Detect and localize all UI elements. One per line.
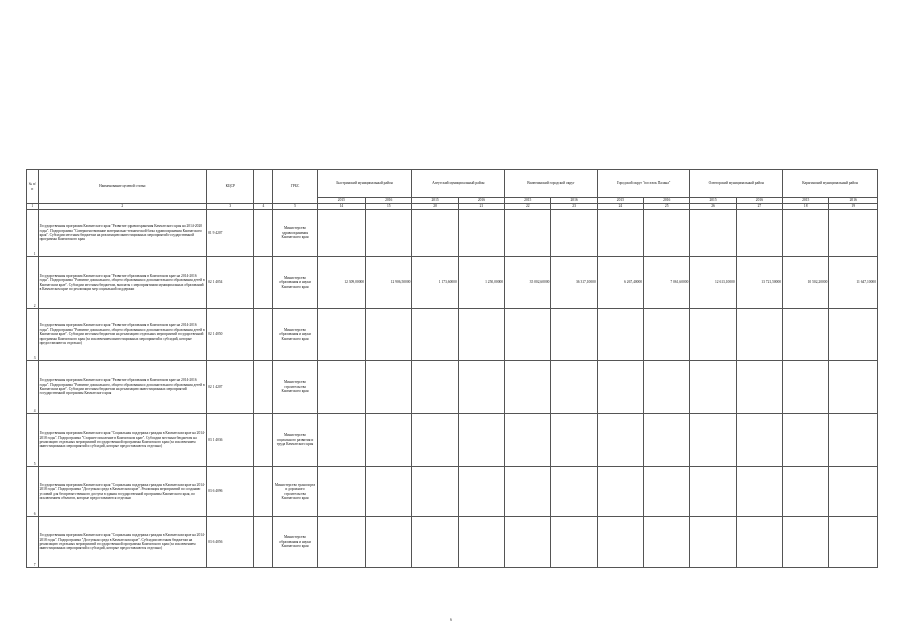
row-value (317, 414, 365, 467)
row-value: 7 061,60000 (644, 257, 690, 309)
row-value (644, 467, 690, 517)
row-spacer (254, 517, 273, 568)
row-value (783, 414, 829, 467)
column-number: 1 (27, 204, 39, 210)
table-row (27, 309, 878, 361)
row-name: Государственная программа Камчатского края "Развитие образования в Камчатском крае на 2014-2016 годы". Подпрограмма "Развитие дошкольного, общего образования и дополнительного образования детей в Камчатском крае". Субсидии местным бюджетам, выплаты с мероприятиями муниципальных образований в Камчатском крае по реализации мер социальной поддержки (38, 257, 207, 309)
column-number: 25 (644, 204, 690, 210)
row-value (597, 517, 643, 568)
column-number: 26 (690, 204, 736, 210)
row-value (505, 309, 551, 361)
row-number: 1 (27, 210, 39, 257)
row-spacer (254, 414, 273, 467)
row-value (597, 210, 643, 257)
row-value (736, 210, 782, 257)
row-value (690, 517, 736, 568)
row-kcsr: 02 1 4054 (207, 257, 254, 309)
row-number: 2 (27, 257, 39, 309)
row-value (551, 309, 597, 361)
row-value (366, 210, 412, 257)
row-value: 11 647,10000 (829, 257, 878, 309)
row-value: 13 721,50000 (736, 257, 782, 309)
row-value (829, 210, 878, 257)
row-value (366, 361, 412, 414)
row-value (597, 467, 643, 517)
column-number: 18 (783, 204, 829, 210)
row-grbs: Министерство социального развития и труда Камчатского края (273, 414, 317, 467)
row-grbs: Министерство образования и науки Камчатского края (273, 309, 317, 361)
header-spacer (254, 170, 273, 204)
row-value (783, 309, 829, 361)
row-value (736, 467, 782, 517)
row-value (412, 210, 458, 257)
row-spacer (254, 467, 273, 517)
row-value (505, 467, 551, 517)
row-value (783, 361, 829, 414)
row-kcsr: 02 1 4207 (207, 361, 254, 414)
row-value (736, 361, 782, 414)
column-number: 27 (736, 204, 782, 210)
header-group: Алеутский муниципальный район (412, 170, 505, 198)
row-value (505, 517, 551, 568)
row-value (644, 210, 690, 257)
column-number: 5 (273, 204, 317, 210)
header-number: № п/п (27, 170, 39, 204)
row-value (317, 517, 365, 568)
header-group: Карагинский муниципальный район (783, 170, 878, 198)
table-row (27, 210, 878, 257)
row-value (366, 517, 412, 568)
row-value (458, 414, 504, 467)
row-value (317, 309, 365, 361)
row-name: Государственная программа Камчатского края "Социальная поддержка граждан в Камчатском крае на 2014-2018 годы". Подпрограмма "Старшее поколение в Камчатском крае". Субсидии местным бюджетам на реализацию отдельных мероприятий государственной программы Камчатского края (за исключением инвестиционных мероприятий и субсидий, которые предоставляются отдельно) (38, 414, 207, 467)
header-year: 2016 (829, 198, 878, 204)
page-number: 6 (450, 617, 452, 622)
row-kcsr: 03 6 4056 (207, 517, 254, 568)
row-value (458, 517, 504, 568)
column-number: 22 (505, 204, 551, 210)
row-value (829, 414, 878, 467)
row-value (412, 414, 458, 467)
header-year: 2016 (736, 198, 782, 204)
row-grbs: Министерство образования и науки Камчатского края (273, 517, 317, 568)
row-value: 35 002,60000 (505, 257, 551, 309)
row-value (783, 517, 829, 568)
table-row (27, 517, 878, 568)
row-value (829, 309, 878, 361)
row-value (317, 210, 365, 257)
row-value (736, 309, 782, 361)
column-number: 15 (366, 204, 412, 210)
header-year: 2016 (366, 198, 412, 204)
row-value (366, 414, 412, 467)
header-year: 2015 (317, 198, 365, 204)
row-value (366, 309, 412, 361)
header-group: Быстринский муниципальный район (317, 170, 412, 198)
row-value (458, 467, 504, 517)
row-value: 12 906,50000 (366, 257, 412, 309)
row-value (597, 309, 643, 361)
table-row (27, 361, 878, 414)
row-value (551, 467, 597, 517)
row-grbs: Министерство транспорта и дорожного строительства Камчатского края (273, 467, 317, 517)
row-value (458, 210, 504, 257)
column-number: 20 (412, 204, 458, 210)
header-year: 2015 (505, 198, 551, 204)
row-value: 1 250,00000 (458, 257, 504, 309)
table-row (27, 257, 878, 309)
header-kcsr: КЦСР (207, 170, 254, 204)
header-name: Наименование целевой статьи (38, 170, 207, 204)
header-year: 2016 (458, 198, 504, 204)
row-value (505, 414, 551, 467)
row-number: 5 (27, 414, 39, 467)
column-number: 3 (207, 204, 254, 210)
row-value (412, 309, 458, 361)
row-value (829, 361, 878, 414)
header-year: 2015 (783, 198, 829, 204)
row-value (597, 361, 643, 414)
row-value (551, 361, 597, 414)
column-number: 21 (458, 204, 504, 210)
header-year: 2015 (597, 198, 643, 204)
row-value (505, 210, 551, 257)
header-year: 2016 (551, 198, 597, 204)
row-grbs: Министерство строительства Камчатского края (273, 361, 317, 414)
row-kcsr: 01 9 4207 (207, 210, 254, 257)
row-value (412, 361, 458, 414)
row-kcsr: 03 6 4096 (207, 467, 254, 517)
header-grbs: ГРБС (273, 170, 317, 204)
row-name: Государственная программа Камчатского края "Развитие образования в Камчатском крае на 2014-2016 годы". Подпрограмма "Развитие дошкольного, общего образования и дополнительного образования детей в Камчатском крае". Субсидии местным бюджетам на реализацию инвестиционных мероприятий государственной программы Камчатского края (38, 361, 207, 414)
row-value (458, 309, 504, 361)
row-value: 12 613,10000 (690, 257, 736, 309)
header-year: 2016 (644, 198, 690, 204)
row-value (690, 467, 736, 517)
row-value (690, 414, 736, 467)
column-number: 4 (254, 204, 273, 210)
row-value (412, 517, 458, 568)
row-value (783, 210, 829, 257)
row-value (690, 309, 736, 361)
row-value (317, 361, 365, 414)
row-number: 6 (27, 467, 39, 517)
row-value (551, 210, 597, 257)
row-value (317, 467, 365, 517)
row-value (644, 414, 690, 467)
header-group: Вилючинский городской округ (505, 170, 598, 198)
row-value (458, 361, 504, 414)
row-value (829, 467, 878, 517)
row-value (644, 309, 690, 361)
row-name: Государственная программа Камчатского края "Развитие здравоохранения Камчатского края на 2014-2020 годы". Подпрограмма "Совершенствование материально-технической базы здравоохранения Камчатского края". Субсидии местным бюджетам на реализацию инвестиционных мероприятий государственной программы Камчатского края (38, 210, 207, 257)
row-value (505, 361, 551, 414)
row-name: Государственная программа Камчатского края "Развитие образования в Камчатском крае на 2014-2016 годы". Подпрограмма "Развитие дошкольного, общего образования и дополнительного образования детей в Камчатском крае". Субсидии местным бюджетам на реализацию отдельных мероприятий государственной программы Камчатского края (за исключением инвестиционных мероприятий и субсидий, которые предоставляются отдельно) (38, 309, 207, 361)
header-group: Олюторский муниципальный район (690, 170, 783, 198)
row-name: Государственная программа Камчатского края "Социальная поддержка граждан в Камчатском крае на 2014-2018 годы". Подпрограмма "Доступная среда в Камчатском крае". Реализация мероприятий по созданию условий для беспрепятственного доступа в здания государственной программы Камчатского края, по исключением объектов, которые предоставляются отдельно (38, 467, 207, 517)
row-name: Государственная программа Камчатского края "Социальная поддержка граждан в Камчатском крае на 2014-2018 годы". Подпрограмма "Доступная среда в Камчатском крае". Субсидии местным бюджетам на реализацию отдельных мероприятий государственной программы Камчатского края (за исключением инвестиционных мероприятий и субсидий, которые предоставляются отдельно) (38, 517, 207, 568)
row-value (783, 467, 829, 517)
row-value (597, 414, 643, 467)
row-value: 1 173,60000 (412, 257, 458, 309)
row-value: 12 309,00000 (317, 257, 365, 309)
row-kcsr: 03 1 4036 (207, 414, 254, 467)
column-number: 19 (829, 204, 878, 210)
table-row (27, 467, 878, 517)
row-value: 6 267,40000 (597, 257, 643, 309)
row-spacer (254, 309, 273, 361)
row-grbs: Министерство здравоохранения Камчатского края (273, 210, 317, 257)
column-number: 23 (551, 204, 597, 210)
row-value (736, 517, 782, 568)
row-number: 7 (27, 517, 39, 568)
header-group: Городской округ "поселок Палана" (597, 170, 690, 198)
row-value (551, 517, 597, 568)
row-value: 36 317,10000 (551, 257, 597, 309)
row-spacer (254, 257, 273, 309)
row-value (690, 210, 736, 257)
row-value (366, 467, 412, 517)
row-spacer (254, 210, 273, 257)
row-value (644, 361, 690, 414)
row-grbs: Министерство образования и науки Камчатского края (273, 257, 317, 309)
header-year: 2015 (690, 198, 736, 204)
row-spacer (254, 361, 273, 414)
row-value: 10 502,20000 (783, 257, 829, 309)
subsidy-distribution-table (26, 169, 878, 568)
row-number: 4 (27, 361, 39, 414)
row-value (829, 517, 878, 568)
row-kcsr: 02 1 4050 (207, 309, 254, 361)
row-value (644, 517, 690, 568)
row-value (412, 467, 458, 517)
column-number: 24 (597, 204, 643, 210)
row-number: 3 (27, 309, 39, 361)
row-value (736, 414, 782, 467)
row-value (551, 414, 597, 467)
row-value (690, 361, 736, 414)
header-year: 2015 (412, 198, 458, 204)
column-number: 14 (317, 204, 365, 210)
column-number: 2 (38, 204, 207, 210)
table-row (27, 414, 878, 467)
